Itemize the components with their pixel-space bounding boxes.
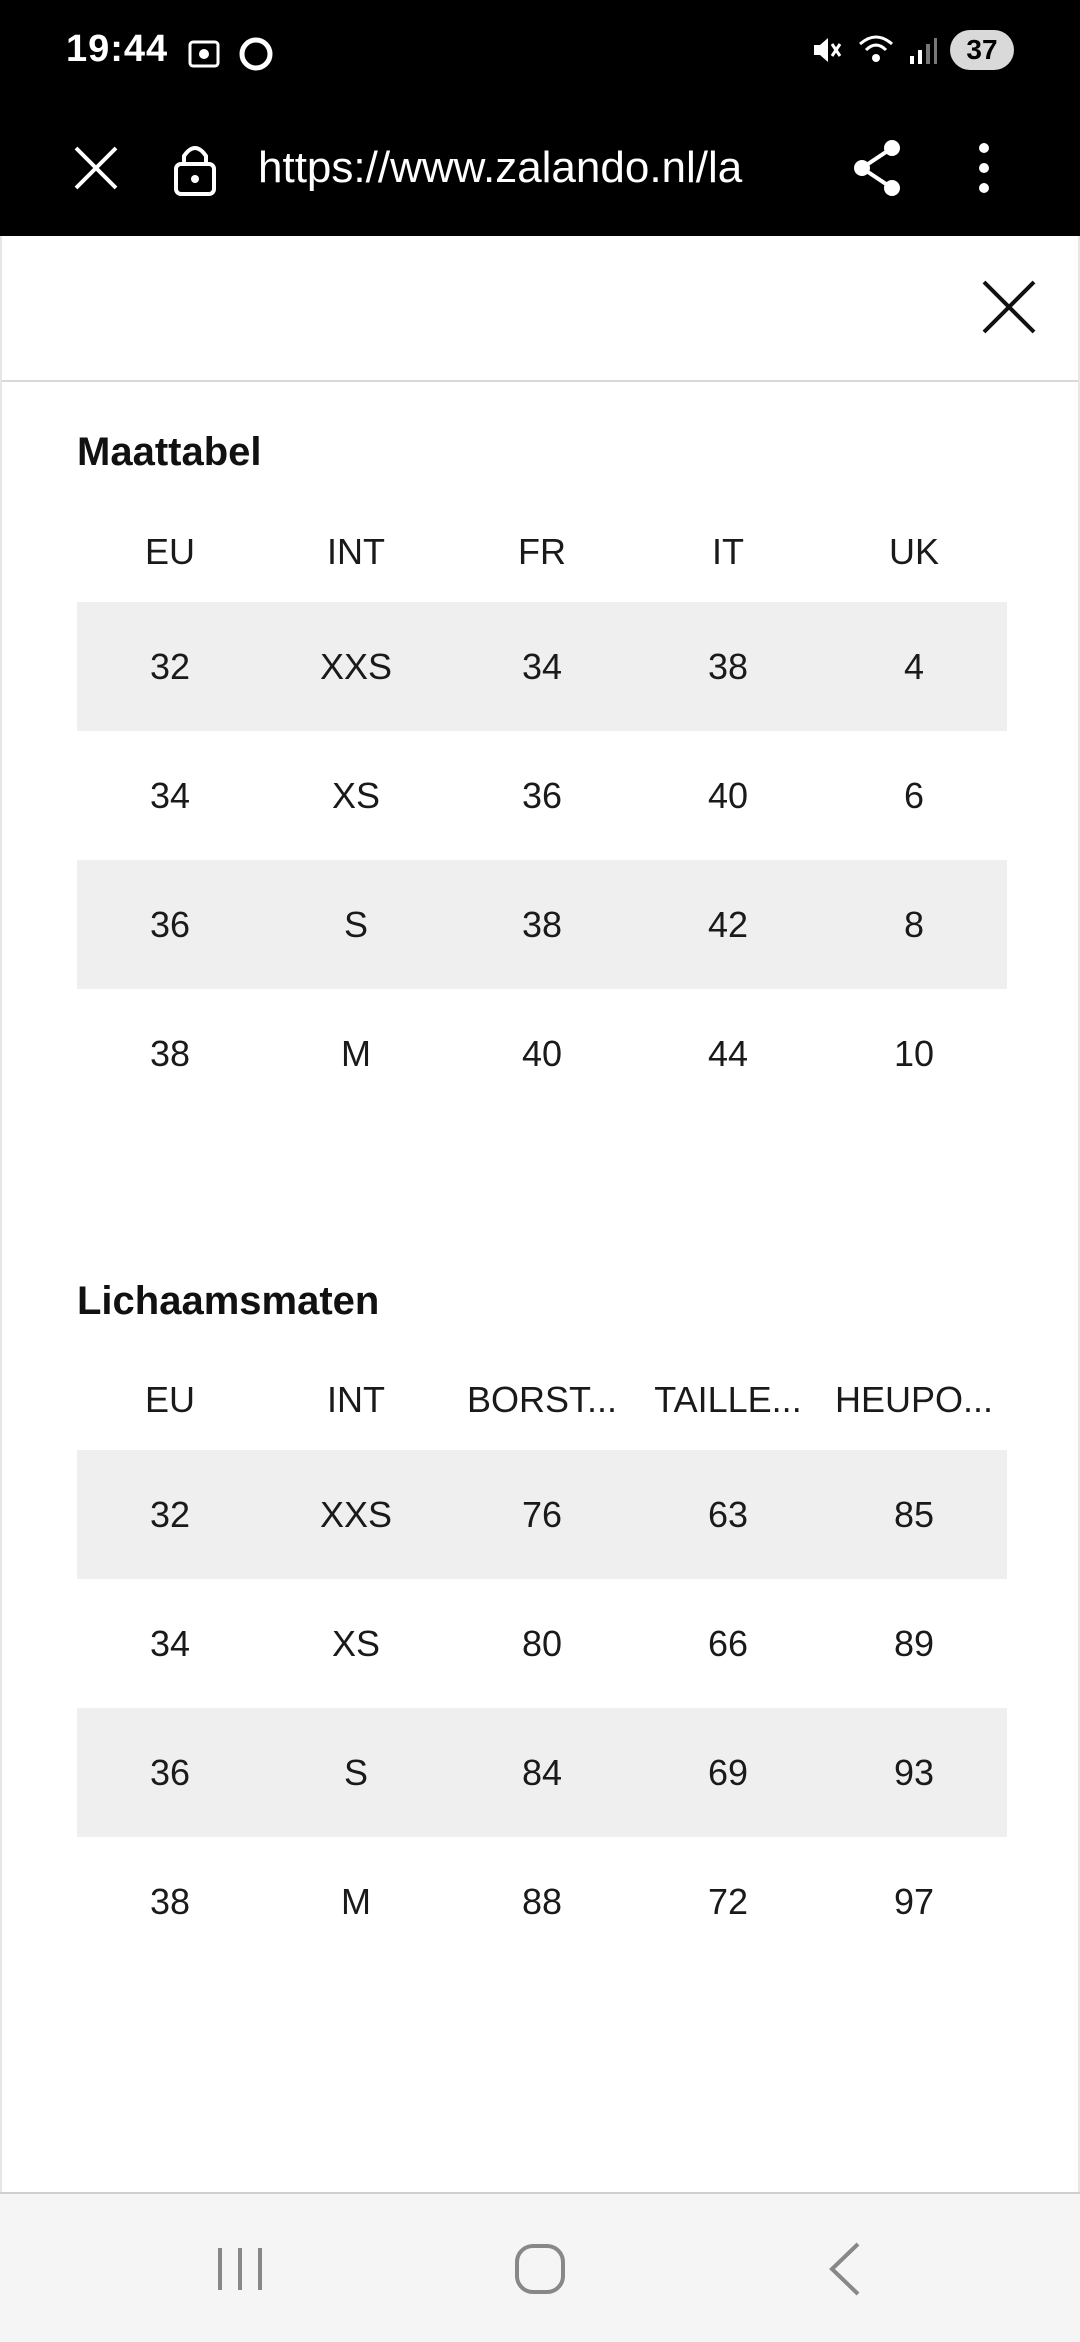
table-cell: 66: [707, 1622, 749, 1664]
table-cell: 36: [149, 1751, 191, 1793]
table-cell: 34: [149, 1622, 191, 1664]
table-cell: 36: [149, 903, 191, 945]
table-cell: 63: [707, 1493, 749, 1535]
status-bar: [0, 0, 1080, 108]
column-header: INT: [327, 531, 385, 572]
column-header: EU: [144, 1379, 195, 1420]
status-time: 19:44: [66, 28, 169, 70]
wifi-icon: [856, 32, 896, 68]
table-header-row: [77, 1350, 1007, 1450]
table-cell: 38: [149, 1880, 191, 1922]
table-row: [77, 602, 1007, 731]
table-cell: 76: [521, 1493, 563, 1535]
table-cell: XXS: [319, 645, 393, 687]
column-header: BORST...: [466, 1379, 618, 1420]
table-row: [77, 1579, 1007, 1708]
table-row: [77, 1837, 1007, 1966]
table-row: [77, 731, 1007, 860]
table-cell: M: [341, 1032, 371, 1074]
table-cell: 32: [149, 645, 191, 687]
table-cell: XS: [331, 1622, 381, 1664]
table-cell: 97: [893, 1880, 935, 1922]
status-right-icons: [808, 30, 1014, 70]
lock-icon[interactable]: [170, 138, 220, 198]
table-row: [77, 1708, 1007, 1837]
table-cell: 85: [893, 1493, 935, 1535]
table-cell: 40: [521, 1032, 563, 1074]
size-chart-sheet: [0, 236, 1080, 2192]
more-vert-icon[interactable]: [964, 136, 1004, 200]
column-header: TAILLE...: [654, 1379, 802, 1420]
signal-icon: [908, 32, 938, 68]
table-cell: 34: [521, 645, 563, 687]
share-icon[interactable]: [850, 136, 906, 200]
home-icon[interactable]: [505, 2234, 575, 2304]
column-header: INT: [327, 1379, 385, 1420]
table-cell: 32: [149, 1493, 191, 1535]
table-cell: 80: [521, 1622, 563, 1664]
table-cell: 40: [707, 774, 749, 816]
table-cell: 34: [149, 774, 191, 816]
table-cell: 89: [893, 1622, 935, 1664]
section-title-lichaamsmaten: Lichaamsmaten: [77, 1279, 380, 1323]
table-cell: 84: [521, 1751, 563, 1793]
table-cell: 93: [893, 1751, 935, 1793]
table-cell: S: [343, 903, 368, 945]
table-cell: 38: [521, 903, 563, 945]
table-row: [77, 989, 1007, 1118]
column-header: IT: [712, 531, 744, 572]
sheet-header: [2, 236, 1078, 382]
lichaamsmaten-table: [77, 1350, 1007, 1966]
close-icon[interactable]: [980, 278, 1038, 336]
column-header: EU: [144, 531, 195, 572]
table-cell: 44: [707, 1032, 749, 1074]
back-icon[interactable]: [810, 2234, 880, 2304]
close-icon[interactable]: [66, 138, 126, 198]
status-left-icons: [184, 34, 276, 74]
table-cell: 8: [903, 903, 925, 945]
browser-toolbar: [0, 108, 1080, 236]
column-header: HEUPO...: [834, 1379, 994, 1420]
table-row: [77, 860, 1007, 989]
column-header: FR: [518, 531, 566, 572]
edge-sync-icon: [236, 34, 276, 74]
system-nav-bar: [0, 2192, 1080, 2342]
section-title-maattabel: Maattabel: [77, 430, 262, 474]
table-row: [77, 1450, 1007, 1579]
table-cell: 42: [707, 903, 749, 945]
table-header-row: [77, 502, 1007, 602]
table-cell: M: [341, 1880, 371, 1922]
table-cell: S: [343, 1751, 368, 1793]
table-cell: XXS: [319, 1493, 393, 1535]
table-cell: 38: [707, 645, 749, 687]
table-cell: 72: [707, 1880, 749, 1922]
screenshot-icon: [184, 34, 224, 74]
table-cell: 36: [521, 774, 563, 816]
column-header: UK: [888, 531, 939, 572]
table-cell: 88: [521, 1880, 563, 1922]
table-cell: 4: [903, 645, 925, 687]
battery-indicator: 37: [950, 30, 1014, 70]
url-field[interactable]: https://www.zalando.nl/la: [258, 143, 743, 192]
mute-icon: [808, 32, 844, 68]
recents-icon[interactable]: [205, 2234, 275, 2304]
table-cell: XS: [331, 774, 381, 816]
table-cell: 69: [707, 1751, 749, 1793]
maattabel-table: [77, 502, 1007, 1118]
table-cell: 6: [903, 774, 925, 816]
table-cell: 38: [149, 1032, 191, 1074]
table-cell: 10: [893, 1032, 935, 1074]
